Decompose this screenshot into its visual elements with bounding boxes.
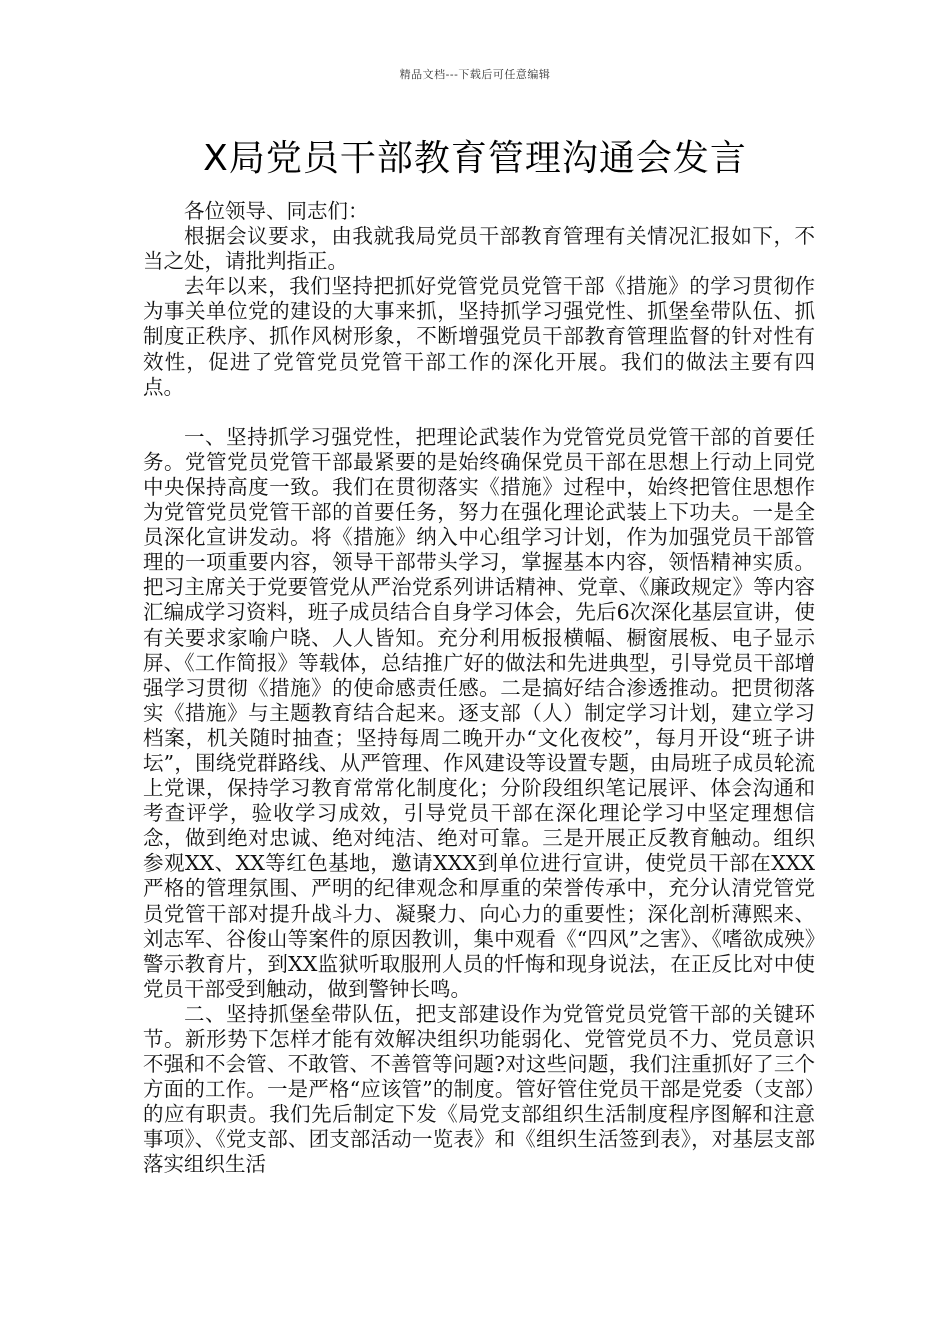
document-body bbox=[143, 199, 815, 1178]
intro-paragraph: 根据会议要求，由我就我局党员干部教育管理有关情况汇报如下，不当之处，请批判指正。 bbox=[143, 224, 815, 274]
section-two-paragraph: 二、坚持抓堡垒带队伍，把支部建设作为党管党员党管干部的关键环节。新形势下怎样才能有效解决组织功能弱化、党管党员不力、党员意识不强和不会管、不敢管、不善管等问题?对这些问题，我们注重抓好了三个方面的工作。一是严格“应该管”的制度。管好管住党员干部是党委（支部）的应有职责。我们先后制定下发《局党支部组织生活制度程序图解和注意事项》、《党支部、团支部活动一览表》和《组织生活签到表》，对基层支部落实组织生活 bbox=[143, 1001, 815, 1177]
section-one-paragraph: 一、坚持抓学习强党性，把理论武装作为党管党员党管干部的首要任务。党管党员党管干部最紧要的是始终确保党员干部在思想上行动上同党中央保持高度一致。我们在贯彻落实《措施》过程中，始终把管住思想作为党管党员党管干部的首要任务，努力在强化理论武装上下功夫。一是全员深化宣讲发动。将《措施》纳入中心组学习计划，作为加强党员干部管理的一项重要内容，领导干部带头学习，掌握基本内容，领悟精神实质。把习主席关于党要管党从严治党系列讲话精神、党章、《廉政规定》等内容汇编成学习资料，班子成员结合自身学习体会，先后6次深化基层宣讲，使有关要求家喻户晓、人人皆知。充分利用板报横幅、橱窗展板、电子显示屏、《工作简报》等载体，总结推广好的做法和先进典型，引导党员干部增强学习贯彻《措施》的使命感责任感。二是搞好结合渗透推动。把贯彻落实《措施》与主题教育结合起来。逐支部（人）制定学习计划，建立学习档案，机关随时抽查；坚持每周二晚开办“文化夜校”，每月开设“班子讲坛”，围绕党群路线、从严管理、作风建设等设置专题，由局班子成员轮流上党课，保持学习教育常常化制度化；分阶段组织笔记展评、体会沟通和考查评学，验收学习成效，引导党员干部在深化理论学习中坚定理想信念，做到绝对忠诚、绝对纯洁、绝对可靠。三是开展正反教育触动。组织参观XX、XX等红色基地，邀请XXX到单位进行宣讲，使党员干部在XXX严格的管理氛围、严明的纪律观念和厚重的荣誉传承中，充分认清党管党员党管干部对提升战斗力、凝聚力、向心力的重要性；深化剖析薄熙来、刘志军、谷俊山等案件的原因教训，集中观看《“四风”之害》、《嗜欲成殃》警示教育片，到XX监狱听取服刑人员的忏悔和现身说法，在正反比对中使党员干部受到触动，做到警钟长鸣。 bbox=[143, 424, 815, 1001]
document-title: X局党员干部教育管理沟通会发言 bbox=[203, 138, 747, 179]
header-note: 精品文档---下载后可任意编辑 bbox=[399, 68, 551, 81]
overview-paragraph: 去年以来，我们坚持把抓好党管党员党管干部《措施》的学习贯彻作为事关单位党的建设的大事来抓，坚持抓学习强党性、抓堡垒带队伍、抓制度正秩序、抓作风树形象，不断增强党员干部教育管理监督的针对性有效性，促进了党管党员党管干部工作的深化开展。我们的做法主要有四点。 bbox=[143, 274, 815, 399]
salutation-paragraph: 各位领导、同志们： bbox=[184, 199, 369, 223]
